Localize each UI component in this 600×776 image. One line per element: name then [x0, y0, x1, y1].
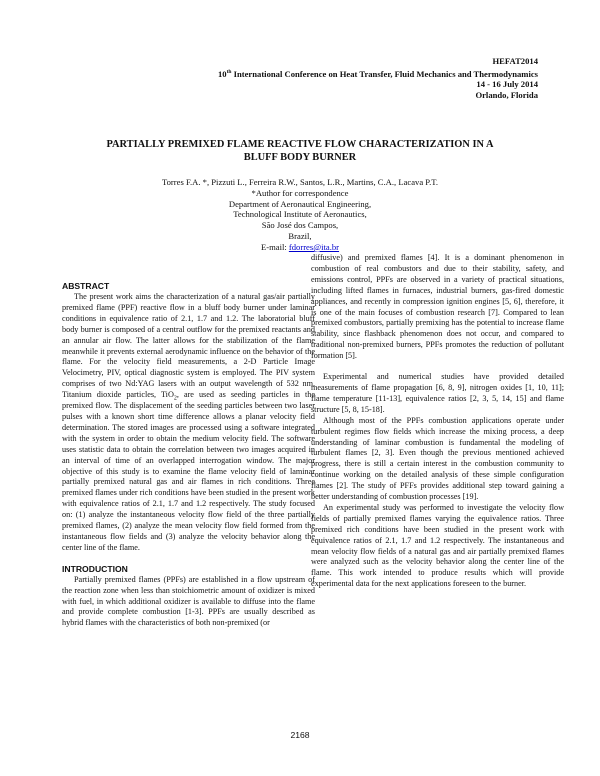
conference-name: 10th International Conference on Heat Transfer, Fluid Mechanics and Thermodynamics	[218, 68, 538, 79]
correspondence-note: *Author for correspondence	[251, 187, 349, 198]
email-link[interactable]: fdorres@ita.br	[288, 241, 340, 252]
intro-paragraph-3: Although most of the PPFs combustion applications operate under turbulent regimes flow fields which increase the mixing process, a deep understanding of laminar combustion is fundamental the modeling of turbulent flames [2, 3]. Even though the previous mentioned achieved progress, there is still a certain interest in the combustion community to continue working on the detailed analysis of these simple configuration flames [2]. The study of PFFs provides additional step toward gaining a better understanding of combustion processes [19].	[311, 415, 564, 502]
conference-dates: 14 - 16 July 2014	[476, 79, 538, 90]
introduction-heading: INTRODUCTION	[62, 563, 128, 574]
affiliation-country: Brazil,	[288, 230, 312, 241]
left-column	[62, 281, 315, 629]
abstract-paragraph: The present work aims the characterization of a natural gas/air partially premixed flame (PPF) reactive flow in a bluff body burner under laminar conditions in equivalence ratio of 2.1, 1.7 and 1.2. The laboratorial bluff body burner is composed of a central outflow for the premixed reactants and an annular air flow. The latter allows for the stabilization of the flame meanwhile it prevents external aerodynamic influence on the behavior of the flame. For the velocity field measurements, a 2-D Particle Image Velocimetry, PIV, optical diagnostic system is employed. The PIV system comprises of two Nd:YAG lasers with an output wavelength of 532 nm. Titanium dioxide particles, TiO$_2$, are used as seeding particles in the premixed flow. The displacement of the seeding particles between two laser pulses with a known short time difference allows a planar velocity field determination. The stored images are processed using a software integrated with the system in order to obtain the medium velocity field. The software uses statistic data to obtain the correlation between two images acquired in an interval of time of an overlapped interrogation window. The major objective of this study is to examine the flame velocity field of laminar partially premixed natural gas and air flames in rich conditions. Three premixed flames under rich conditions have been studied in the present work with equivalence ratios of 2.1, 1.7 and 1.2 respectively. The study focused on: (1) analyze the instantaneous velocity flow field of the three partially premixed flames, (2) analyze the mean velocity flow field formed from the instantaneous flow fields and (3) analyze the velocity behavior along the center line of the flame.	[62, 292, 315, 552]
conference-location: Orlando, Florida	[475, 89, 538, 100]
affiliation-city: São José dos Campos,	[261, 220, 339, 231]
intro-paragraph: Partially premixed flames (PPFs) are established in a flow upstream of the reaction zone when less than stoichiometric amount of oxidizer is mixed with fuel, in which additional oxidizer is available to diffuse into the flame and provide complete combustion [1-3]. PPFs are usually described as hybrid flames with the characteristics of both non-premixed (or	[62, 574, 315, 628]
abstract-heading: ABSTRACT	[62, 281, 110, 291]
intro-paragraph-4: An experimental study was performed to investigate the velocity flow fields of partially premixed flames varying the equivalence ratios. Three premixed rich conditions have been studied in the present work with equivalence ratios of 2.1, 1.7 and 1.2 respectively. The instantaneous and mean velocity flow fields of a natural gas and air partially premixed flames were analyzed such as the velocity behavior along the center line of the flame. This work intended to produce results which will provide experimental data for the next applications foreseen to the burner.	[311, 502, 564, 589]
page-number: 2168	[290, 730, 310, 740]
email-line: E-mail: fdorres@ita.br	[260, 241, 340, 252]
conference-short: HEFAT2014	[492, 56, 538, 66]
paper-title: PARTIALLY PREMIXED FLAME REACTIVE FLOW CHARACTERIZATION IN A BLUFF BODY BURNER	[106, 139, 494, 163]
affiliation-dept: Department of Aeronautical Engineering,	[228, 198, 372, 209]
author-names: Torres F.A. *, Pizzuti L., Ferreira R.W., Santos, L.R., Martins, C.A., Lacava P.T.	[161, 177, 439, 187]
intro-paragraph-2: Experimental and numerical studies have provided detailed measurements of flame propagation [6, 8, 9], nitrogen oxides [1, 10, 11]; flame temperature [11-13], equivalence ratios [2, 3, 5, 14, 15] and flame structure [5, 8, 15-18].	[311, 372, 564, 414]
affiliation-inst: Technological Institute of Aeronautics,	[233, 209, 367, 220]
author-block	[60, 177, 540, 253]
intro-paragraph-cont: diffusive) and premixed flames [4]. It is a dominant phenomenon in combustion of real combustors and due to their stability, safety, and emissions control, PPFs are observed in a variety of practical situations, including lifted flames in furnaces, industrial burners, gas-fired domestic appliances, and recently in compression ignition engines [5, 6], therefore, it is one of the main focuses of combustion research [7]. Compared to lean premixed combustors, partially premixing has the potential to increase flame stability, since flashback phenomenon does not occur, and compared to traditional non-premixed burners, PPFs promotes the reduction of pollutant formation [5].	[311, 253, 564, 361]
conference-header	[218, 56, 538, 100]
right-column	[311, 253, 564, 590]
